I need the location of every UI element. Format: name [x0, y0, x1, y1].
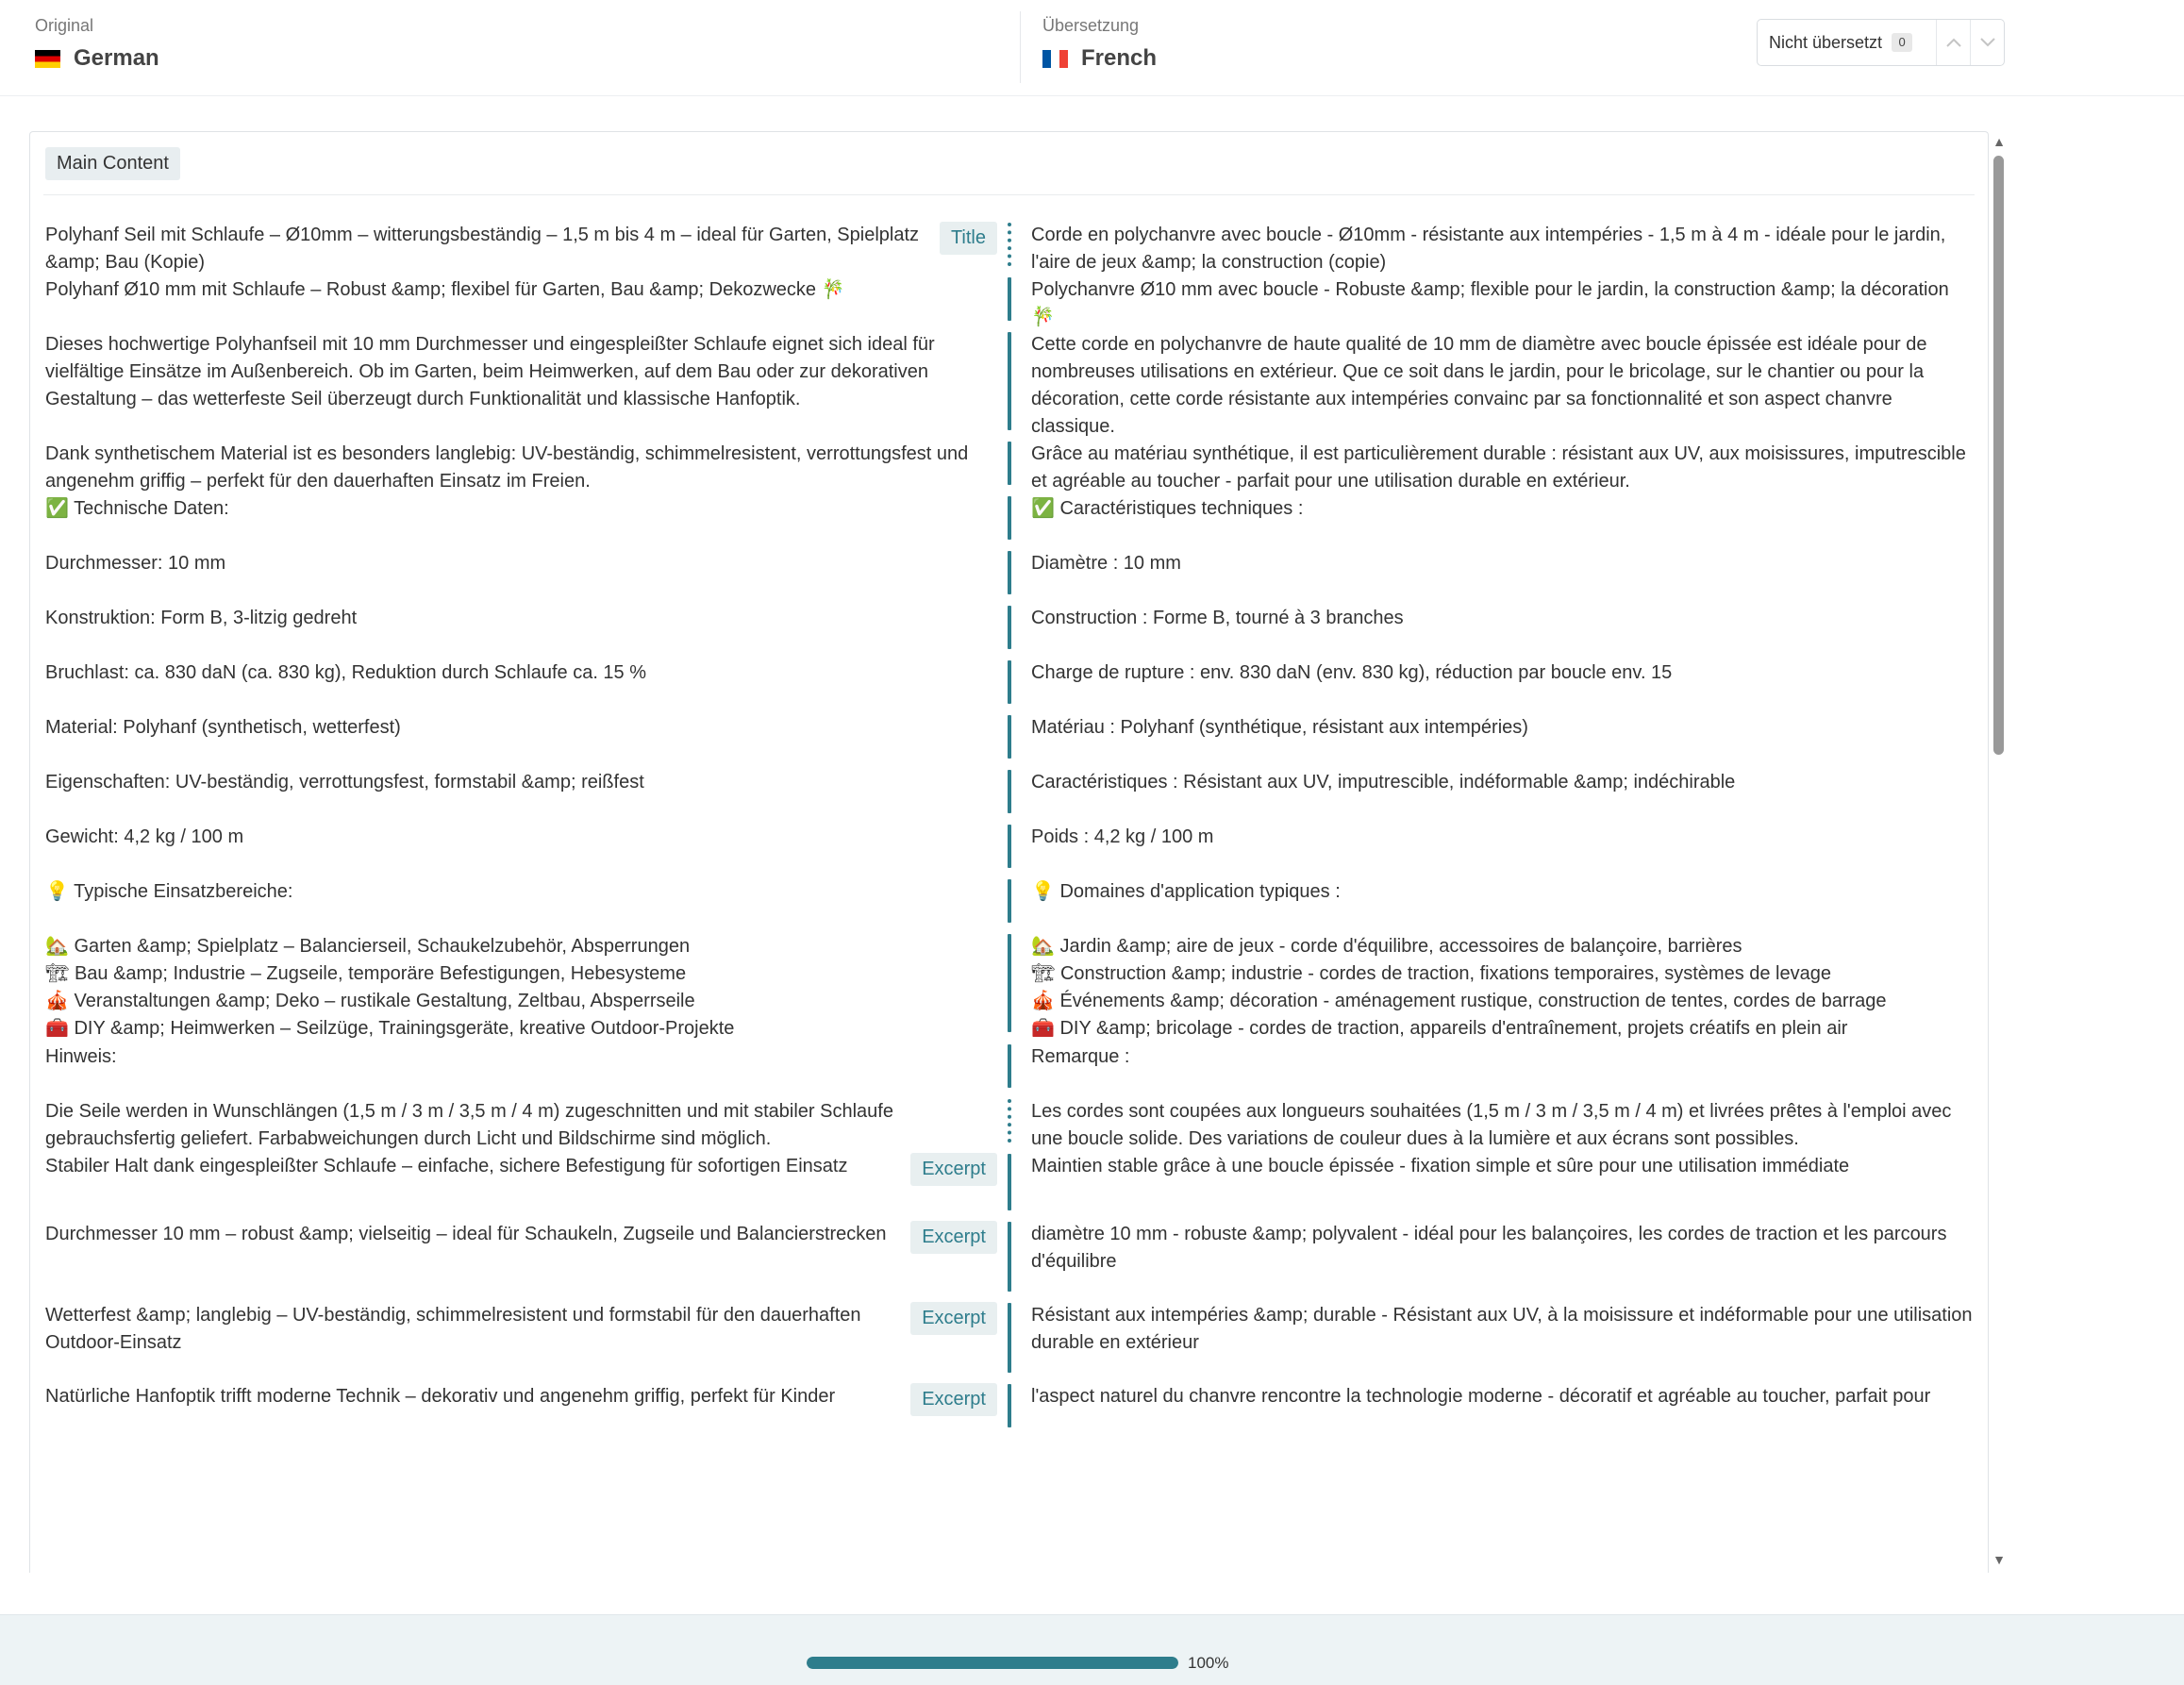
progress-bar	[807, 1657, 1178, 1669]
translation-text[interactable]: Remarque :	[1031, 1046, 1130, 1067]
translation-text[interactable]: Corde en polychanvre avec boucle - Ø10mm - résistante aux intempéries - 1,5 m à 4 m - idéale pour le jardin, l'aire de jeux &amp; la construction (copie)	[1031, 225, 1946, 273]
section-tag-main-content: Main Content	[45, 147, 180, 180]
german-flag-icon	[35, 50, 60, 68]
footer	[0, 1614, 2184, 1685]
original-text: Dieses hochwertige Polyhanfseil mit 10 mm Durchmesser und eingespleißter Schlaufe eignet sich ideal für vielfältige Einsätze im Außenbereich. Ob im Garten, beim Heimwerken, auf dem Bau oder zur dekorativen Gestaltung – das wetterfeste Seil überzeugt durch Funktionalität und klassische Hanfoptik.	[45, 334, 935, 409]
original-text: Die Seile werden in Wunschlängen (1,5 m / 3 m / 3,5 m / 4 m) zugeschnitten und mit stabiler Schlaufe gebrauchsfertig geliefert. Farbabweichungen durch Licht und Bildschirme sind möglich.	[45, 1101, 893, 1149]
untranslated-filter-label[interactable]: Nicht übersetzt	[1769, 32, 1883, 52]
translation-caption: Übersetzung	[1042, 16, 1140, 35]
previous-untranslated-button[interactable]	[1936, 20, 1970, 65]
original-text: Stabiler Halt dank eingespleißter Schlaufe – einfache, sichere Befestigung für sofortigen Einsatz	[45, 1156, 848, 1176]
original-text: Wetterfest &amp; langlebig – UV-beständig, schimmelresistent und formstabil für den dauerhaften Outdoor-Einsatz	[45, 1305, 861, 1353]
header-divider	[1020, 11, 1021, 83]
segment-status-marker	[1008, 606, 1011, 649]
segment-status-marker	[1008, 770, 1011, 813]
original-text: Polyhanf Seil mit Schlaufe – Ø10mm – witterungsbeständig – 1,5 m bis 4 m – ideal für Garten, Spielplatz &amp; Bau (Kopie)	[45, 225, 920, 273]
translation-text[interactable]: Caractéristiques : Résistant aux UV, imputrescible, indéformable &amp; indéchirable	[1031, 772, 1736, 792]
translation-text[interactable]: Construction : Forme B, tourné à 3 branches	[1031, 608, 1404, 628]
translation-text[interactable]: Polychanvre Ø10 mm avec boucle - Robuste &amp; flexible pour le jardin, la construction &amp; la décoration 🎋	[1031, 279, 1949, 327]
segment-status-marker	[1008, 934, 1011, 1032]
translation-language-name: French	[1081, 45, 1158, 71]
chevron-up-icon	[1945, 37, 1962, 48]
original-text: Material: Polyhanf (synthetisch, wetterfest)	[45, 717, 401, 738]
content-panel	[29, 131, 1989, 1573]
original-text: Durchmesser 10 mm – robust &amp; vielseitig – ideal für Schaukeln, Zugseile und Balancierstrecken	[45, 1224, 887, 1244]
translation-text[interactable]: Diamètre : 10 mm	[1031, 553, 1181, 574]
header	[0, 0, 2184, 96]
original-caption: Original	[35, 16, 94, 35]
original-text: Durchmesser: 10 mm	[45, 553, 226, 574]
original-text: ✅ Technische Daten:	[45, 498, 229, 519]
original-text: Gewicht: 4,2 kg / 100 m	[45, 826, 244, 847]
untranslated-filter[interactable]	[1757, 19, 2005, 66]
translation-text[interactable]: Maintien stable grâce à une boucle épissée - fixation simple et sûre pour une utilisation immédiate	[1031, 1156, 1850, 1176]
original-text: Polyhanf Ø10 mm mit Schlaufe – Robust &amp; flexibel für Garten, Bau &amp; Dekozwecke 🎋	[45, 279, 845, 300]
chevron-down-icon	[1979, 37, 1996, 48]
segment-status-marker	[1008, 1044, 1011, 1088]
scroll-up-arrow-icon[interactable]: ▲	[1992, 134, 2006, 149]
segment-status-marker	[1008, 1222, 1011, 1292]
translation-language	[1042, 15, 1157, 72]
translation-text[interactable]: Matériau : Polyhanf (synthétique, résistant aux intempéries)	[1031, 717, 1528, 738]
segment-type-tag: Excerpt	[910, 1383, 997, 1416]
original-text: Dank synthetischem Material ist es besonders langlebig: UV-beständig, schimmelresistent, verrottungsfest und angenehm griffig – perfekt für den dauerhaften Einsatz im Freien.	[45, 443, 969, 492]
untranslated-count-badge: 0	[1892, 33, 1912, 52]
segment-type-tag: Excerpt	[910, 1221, 997, 1254]
segment-status-marker	[1008, 1303, 1011, 1373]
segment-status-marker	[1008, 277, 1011, 321]
segment-status-marker	[1008, 1384, 1011, 1427]
scrollbar-thumb[interactable]	[1993, 156, 2004, 755]
segment-status-marker	[1008, 442, 1011, 485]
original-language	[35, 15, 159, 72]
translation-text[interactable]: Poids : 4,2 kg / 100 m	[1031, 826, 1214, 847]
translation-text[interactable]: Cette corde en polychanvre de haute qualité de 10 mm de diamètre avec boucle épissée est idéale pour de nombreuses utilisations en extérieur. Que ce soit dans le jardin, pour le bricolage, sur le chantier ou pour la décoration, cette corde résistante aux intempéries convainc par sa fonctionnalité et son aspect chanvre classique.	[1031, 334, 1927, 437]
original-text: Eigenschaften: UV-beständig, verrottungsfest, formstabil &amp; reißfest	[45, 772, 644, 792]
segment-status-marker	[1008, 879, 1011, 923]
original-text: 💡 Typische Einsatzbereiche:	[45, 881, 293, 902]
french-flag-icon	[1042, 50, 1068, 68]
translation-text[interactable]: l'aspect naturel du chanvre rencontre la technologie moderne - décoratif et agréable au toucher, parfait pour	[1031, 1386, 1931, 1407]
next-untranslated-button[interactable]	[1970, 20, 2004, 65]
progress-bar-fill	[807, 1657, 1178, 1669]
segment-type-tag: Title	[940, 222, 997, 255]
segment-type-tag: Excerpt	[910, 1153, 997, 1186]
original-text: Bruchlast: ca. 830 daN (ca. 830 kg), Reduktion durch Schlaufe ca. 15 %	[45, 662, 647, 683]
segment-status-marker	[1008, 1154, 1011, 1210]
translation-text[interactable]: ✅ Caractéristiques techniques :	[1031, 498, 1304, 519]
segment-status-marker	[1008, 660, 1011, 704]
segment-type-tag: Excerpt	[910, 1302, 997, 1335]
original-language-name: German	[74, 45, 159, 71]
segment-status-marker	[1008, 825, 1011, 868]
segment-status-marker	[1008, 496, 1011, 540]
scroll-down-arrow-icon[interactable]: ▼	[1992, 1552, 2006, 1567]
section-divider	[43, 194, 1975, 195]
translation-text[interactable]: diamètre 10 mm - robuste &amp; polyvalent - idéal pour les balançoires, les cordes de traction et les parcours d'équilibre	[1031, 1224, 1947, 1272]
segment-status-marker	[1008, 715, 1011, 759]
translation-text[interactable]: Grâce au matériau synthétique, il est particulièrement durable : résistant aux UV, aux moisissures, imputrescible et agréable au toucher - parfait pour une utilisation durable en extérieur.	[1031, 443, 1966, 492]
progress-label: 100%	[1188, 1654, 1229, 1672]
original-text: Hinweis:	[45, 1046, 117, 1067]
segment-status-marker	[1008, 332, 1011, 430]
segment-status-marker	[1008, 1099, 1011, 1143]
segment-status-marker	[1008, 223, 1011, 266]
translation-text[interactable]: Les cordes sont coupées aux longueurs souhaitées (1,5 m / 3 m / 3,5 m / 4 m) et livrées prêtes à l'emploi avec une boucle solide. Des variations de couleur dues à la lumière et aux écrans sont possibles.	[1031, 1101, 1952, 1149]
original-text: Natürliche Hanfoptik trifft moderne Technik – dekorativ und angenehm griffig, perfekt für Kinder	[45, 1386, 836, 1407]
translation-text[interactable]: 🏡 Jardin &amp; aire de jeux - corde d'équilibre, accessoires de balançoire, barrières 🏗 Construction &amp; industrie - cordes de traction, fixations temporaires, systèmes de levage 🎪 Événements &amp; décoration - aménagement rustique, construction de tentes, cordes de barrage 🧰 DIY &amp; bricolage - cordes de traction, appareils d'entraînement, projets créatifs en plein air	[1031, 936, 1887, 1039]
segment-status-marker	[1008, 551, 1011, 594]
translation-text[interactable]: Charge de rupture : env. 830 daN (env. 830 kg), réduction par boucle env. 15	[1031, 662, 1673, 683]
translation-text[interactable]: 💡 Domaines d'application typiques :	[1031, 881, 1341, 902]
original-text: 🏡 Garten &amp; Spielplatz – Balancierseil, Schaukelzubehör, Absperrungen 🏗 Bau &amp; Industrie – Zugseile, temporäre Befestigungen, Hebesysteme 🎪 Veranstaltungen &amp; Deko – rustikale Gestaltung, Zeltbau, Absperrseile 🧰 DIY &amp; Heimwerken – Seilzüge, Trainingsgeräte, kreative Outdoor-Projekte	[45, 936, 735, 1039]
translation-text[interactable]: Résistant aux intempéries &amp; durable - Résistant aux UV, à la moisissure et indéformable pour une utilisation durable en extérieur	[1031, 1305, 1973, 1353]
original-text: Konstruktion: Form B, 3-litzig gedreht	[45, 608, 358, 628]
